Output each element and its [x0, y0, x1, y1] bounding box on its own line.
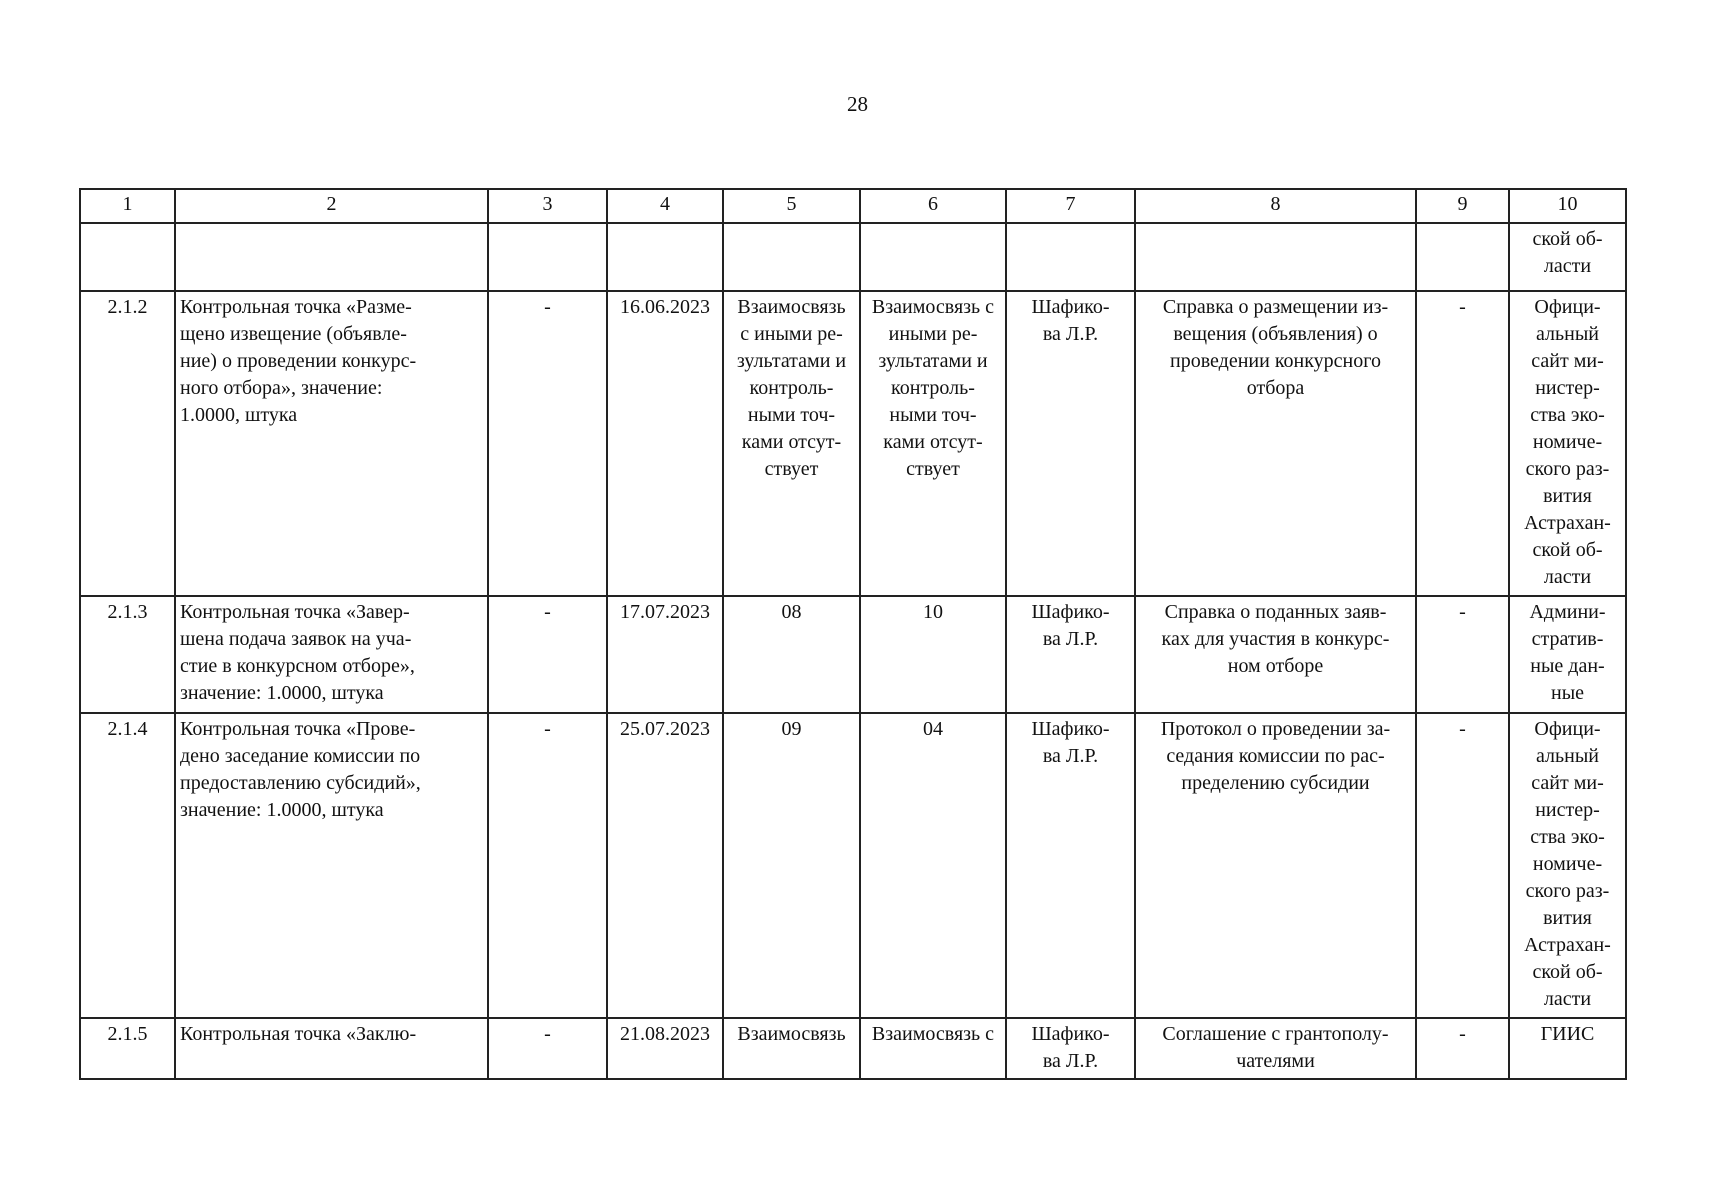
col6-cell [860, 596, 1006, 713]
col9-value: - [1459, 601, 1466, 623]
row-number-cell [80, 596, 175, 713]
date-value: 17.07.2023 [620, 601, 710, 623]
document-type: Справка о размещении из- вещения (объявления) о проведении конкурсного отбора [1162, 296, 1389, 399]
date-cell [607, 291, 723, 596]
responsible-person: Шафико- ва Л.Р. [1031, 1023, 1110, 1072]
col3-value: - [544, 718, 551, 740]
row-number: 2.1.4 [107, 718, 148, 740]
column-header: 5 [723, 189, 860, 223]
col9-cell [1416, 291, 1509, 596]
responsible-person: Шафико- ва Л.Р. [1031, 296, 1110, 345]
name-cell [175, 223, 488, 291]
document-cell [1135, 596, 1416, 713]
col3-value: - [544, 601, 551, 623]
name-cell [175, 713, 488, 1018]
col6-cell [860, 1018, 1006, 1079]
col6-value: 04 [923, 718, 943, 740]
col5-value: 08 [781, 601, 802, 623]
date-cell [607, 223, 723, 291]
source-cell [1509, 713, 1626, 1018]
responsible-cell [1006, 223, 1135, 291]
responsible-person: Шафико- ва Л.Р. [1031, 718, 1110, 767]
column-header: 9 [1416, 189, 1509, 223]
row-number: 2.1.5 [107, 1023, 148, 1045]
col5-cell [723, 596, 860, 713]
document-type: Протокол о проведении за- седания комиссии по рас- пределению субсидии [1160, 718, 1391, 794]
responsible-cell [1006, 291, 1135, 596]
date-value: 21.08.2023 [620, 1023, 710, 1045]
col9-value: - [1459, 296, 1466, 318]
col5-value: Взаимосвязь [737, 1023, 846, 1045]
col5-cell [723, 1018, 860, 1079]
column-header: 7 [1006, 189, 1135, 223]
row-number: 2.1.2 [107, 296, 148, 318]
info-source: Офици- альный сайт ми- нистер- ства эко- номиче- ского раз- вития Астрахан- ской об- ласти [1524, 296, 1611, 588]
column-header: 6 [860, 189, 1006, 223]
name-cell [175, 596, 488, 713]
page-number: 28 [847, 92, 868, 116]
col5-cell [723, 713, 860, 1018]
col9-value: - [1459, 718, 1466, 740]
col3-cell [488, 223, 607, 291]
col9-value: - [1459, 1023, 1466, 1045]
date-cell [607, 713, 723, 1018]
document-cell [1135, 223, 1416, 291]
col9-cell [1416, 1018, 1509, 1079]
table-row [80, 291, 1626, 596]
col6-cell [860, 223, 1006, 291]
col3-value: - [544, 1023, 551, 1045]
column-header: 1 [80, 189, 175, 223]
document-cell [1135, 1018, 1416, 1079]
control-point-name: Контрольная точка «Завер- шена подача заявок на уча- стие в конкурсном отборе», значение: 1.0000, штука [180, 601, 415, 704]
column-header: 4 [607, 189, 723, 223]
info-source: Офици- альный сайт ми- нистер- ства эко- номиче- ского раз- вития Астрахан- ской об- ласти [1524, 718, 1611, 1010]
col9-cell [1416, 596, 1509, 713]
control-points-table [79, 188, 1627, 1080]
col9-cell [1416, 223, 1509, 291]
responsible-cell [1006, 596, 1135, 713]
responsible-cell [1006, 1018, 1135, 1079]
col9-cell [1416, 713, 1509, 1018]
column-header: 2 [175, 189, 488, 223]
col3-value: - [544, 296, 551, 318]
column-header: 3 [488, 189, 607, 223]
document-type: Соглашение с грантополу- чателями [1162, 1023, 1389, 1072]
column-header: 8 [1135, 189, 1416, 223]
date-value: 25.07.2023 [620, 718, 710, 740]
name-cell [175, 291, 488, 596]
column-header: 10 [1509, 189, 1626, 223]
col6-cell [860, 291, 1006, 596]
col6-cell [860, 713, 1006, 1018]
col6-value: Взаимосвязь с [871, 1023, 995, 1045]
col3-cell [488, 291, 607, 596]
col3-cell [488, 713, 607, 1018]
date-value: 16.06.2023 [620, 296, 710, 318]
table-row [80, 223, 1626, 291]
row-number-cell [80, 1018, 175, 1079]
col5-cell [723, 291, 860, 596]
info-source: ГИИС [1540, 1023, 1595, 1045]
info-source: Админи- стратив- ные дан- ные [1529, 601, 1606, 704]
name-cell [175, 1018, 488, 1079]
col6-value: 10 [923, 601, 943, 623]
column-number-row [80, 189, 1626, 223]
responsible-person: Шафико- ва Л.Р. [1031, 601, 1110, 650]
col3-cell [488, 596, 607, 713]
responsible-cell [1006, 713, 1135, 1018]
source-cell [1509, 596, 1626, 713]
row-number: 2.1.3 [107, 601, 148, 623]
col5-cell [723, 223, 860, 291]
table-row [80, 713, 1626, 1018]
document-cell [1135, 713, 1416, 1018]
table-row [80, 1018, 1626, 1079]
source-cell [1509, 223, 1626, 291]
control-point-name: Контрольная точка «Разме- щено извещение (объявле- ние) о проведении конкурс- ного отбора», значение: 1.0000, штука [180, 296, 417, 426]
row-number-cell [80, 713, 175, 1018]
source-cell [1509, 1018, 1626, 1079]
document-cell [1135, 291, 1416, 596]
col6-value: Взаимосвязь с иными ре- зультатами и контроль- ными точ- ками отсут- ствует [871, 296, 995, 480]
row-number-cell [80, 223, 175, 291]
info-source: ской об- ласти [1532, 228, 1603, 277]
col5-value: Взаимосвязь с иными ре- зультатами и контроль- ными точ- ками отсут- ствует [736, 296, 847, 480]
source-cell [1509, 291, 1626, 596]
control-point-name: Контрольная точка «Прове- дено заседание комиссии по предоставлению субсидий», значение: 1.0000, штука [180, 718, 421, 821]
col3-cell [488, 1018, 607, 1079]
document-type: Справка о поданных заяв- ках для участия в конкурс- ном отборе [1161, 601, 1390, 677]
table-row [80, 596, 1626, 713]
date-cell [607, 596, 723, 713]
row-number-cell [80, 291, 175, 596]
control-point-name: Контрольная точка «Заклю- [180, 1023, 417, 1045]
date-cell [607, 1018, 723, 1079]
col5-value: 09 [781, 718, 802, 740]
